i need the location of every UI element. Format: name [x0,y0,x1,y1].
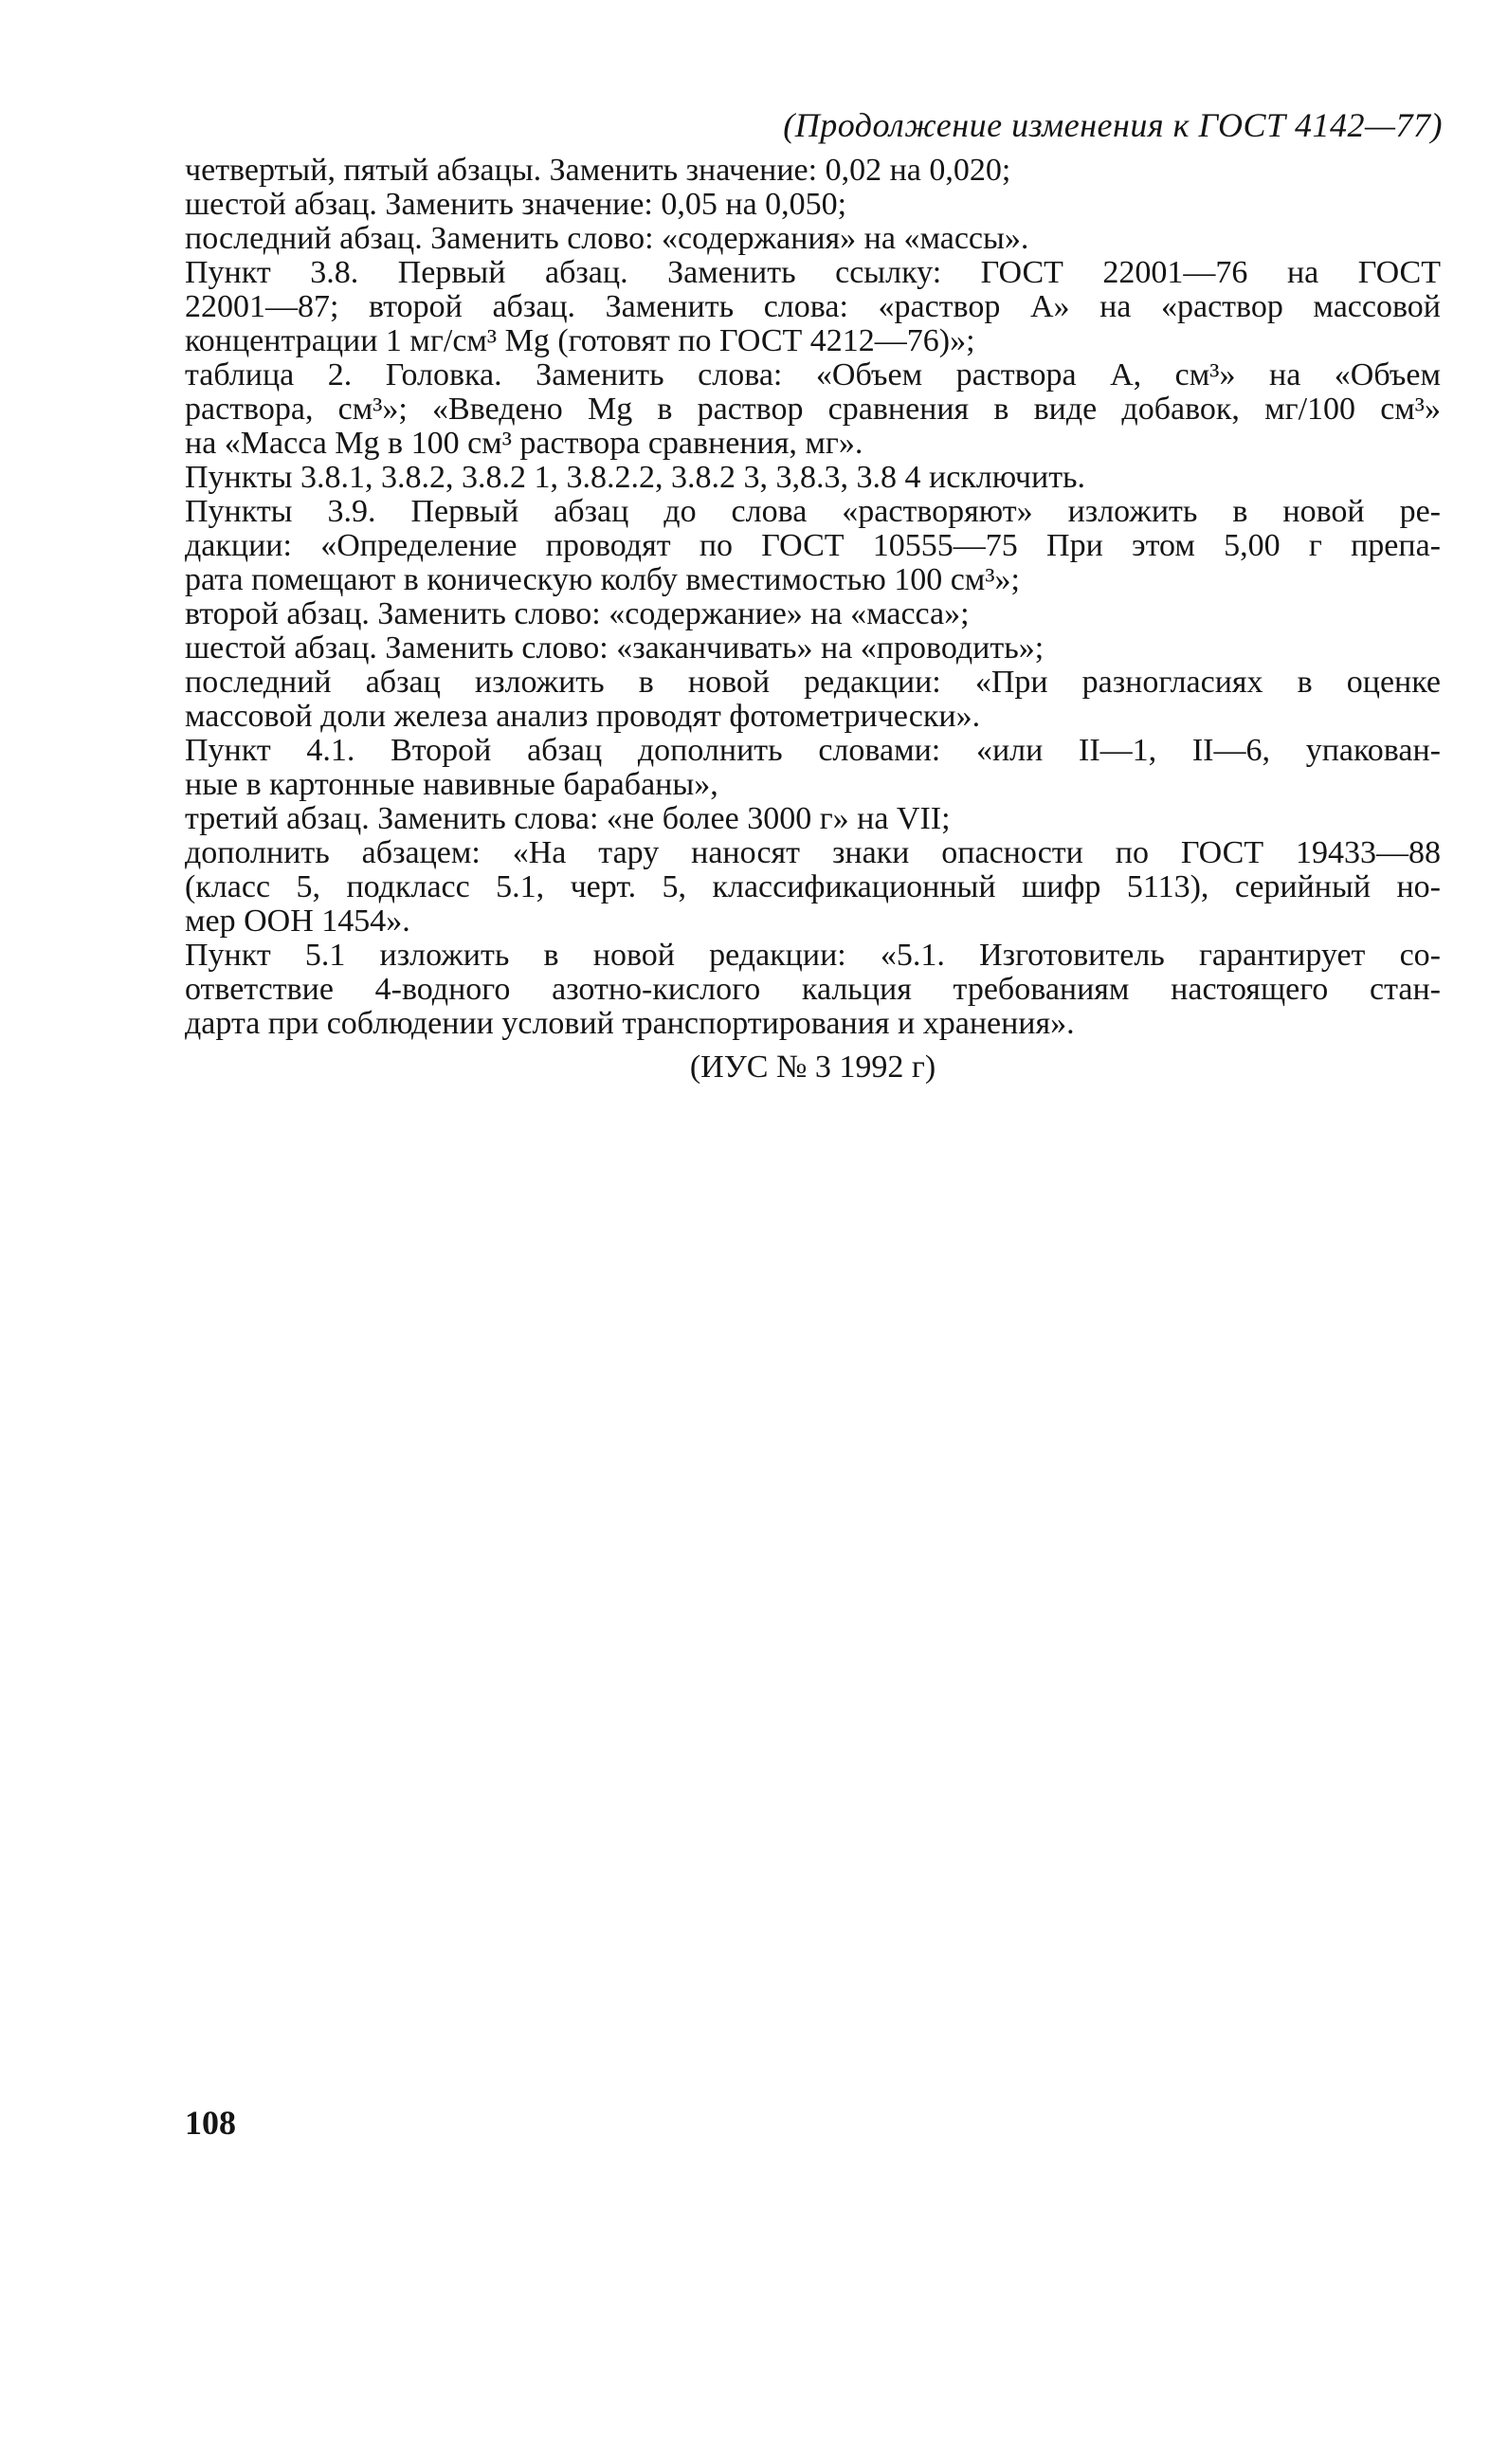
text-lines [185,154,1441,1041]
page-header: (Продолжение изменения к ГОСТ 4142—77) [783,106,1443,144]
text-line: массовой доли железа анализ проводят фотометрически». [185,699,981,734]
text-line: четвертый, пятый абзацы. Заменить значение: 0,02 на 0,020; [185,153,1011,188]
text-line: Пункты 3.8.1, 3.8.2, 3.8.2 1, 3.8.2.2, 3.8.2 3, 3,8.3, 3.8 4 исключить. [185,460,1086,495]
text-line: дополнить абзацем: «На тару наносят знаки опасности по ГОСТ 19433—88 [185,835,1441,870]
text-line: раствора, см³»; «Введено Mg в раствор сравнения в виде добавок, мг/100 см³» [185,392,1441,427]
text-line: третий абзац. Заменить слова: «не более 3000 г» на VII; [185,801,951,836]
text-line: Пункты 3.9. Первый абзац до слова «растворяют» изложить в новой ре- [185,494,1441,529]
text-line: последний абзац изложить в новой редакции: «При разногласиях в оценке [185,665,1441,700]
document-body [185,154,1441,1088]
text-line: дакции: «Определение проводят по ГОСТ 10555—75 При этом 5,00 г препа- [185,528,1441,563]
text-line: последний абзац. Заменить слово: «содержания» на «массы». [185,221,1029,256]
text-line: ные в картонные навивные барабаны», [185,767,718,802]
text-line: шестой абзац. Заменить слово: «заканчивать» на «проводить»; [185,630,1045,666]
text-line: ответствие 4-водного азотно-кислого кальция требованиям настоящего стан- [185,972,1441,1007]
text-line: на «Масса Mg в 100 см³ раствора сравнения, мг». [185,426,863,461]
text-line: таблица 2. Головка. Заменить слова: «Объем раствора А, см³» на «Объем [185,357,1441,392]
text-line: рата помещают в коническую колбу вместимостью 100 см³»; [185,562,1020,597]
text-line: 22001—87; второй абзац. Заменить слова: «раствор А» на «раствор массовой [185,289,1441,324]
text-line: мер ООН 1454». [185,903,410,939]
page-number: 108 [185,2104,236,2142]
text-line: Пункт 3.8. Первый абзац. Заменить ссылку: ГОСТ 22001—76 на ГОСТ [185,255,1441,290]
text-line: второй абзац. Заменить слово: «содержание» на «масса»; [185,596,970,631]
text-line: концентрации 1 мг/см³ Mg (готовят по ГОСТ 4212—76)»; [185,323,975,358]
text-line: Пункт 4.1. Второй абзац дополнить словами: «или II—1, II—6, упакован- [185,733,1441,768]
text-line: (класс 5, подкласс 5.1, черт. 5, классификационный шифр 5113), серийный но- [185,869,1441,904]
text-line: Пункт 5.1 изложить в новой редакции: «5.1. Изготовитель гарантирует со- [185,938,1441,973]
text-line: шестой абзац. Заменить значение: 0,05 на 0,050; [185,187,847,222]
source-reference: (ИУС № 3 1992 г) [689,1049,936,1085]
text-line: дарта при соблюдении условий транспортирования и хранения». [185,1006,1075,1041]
